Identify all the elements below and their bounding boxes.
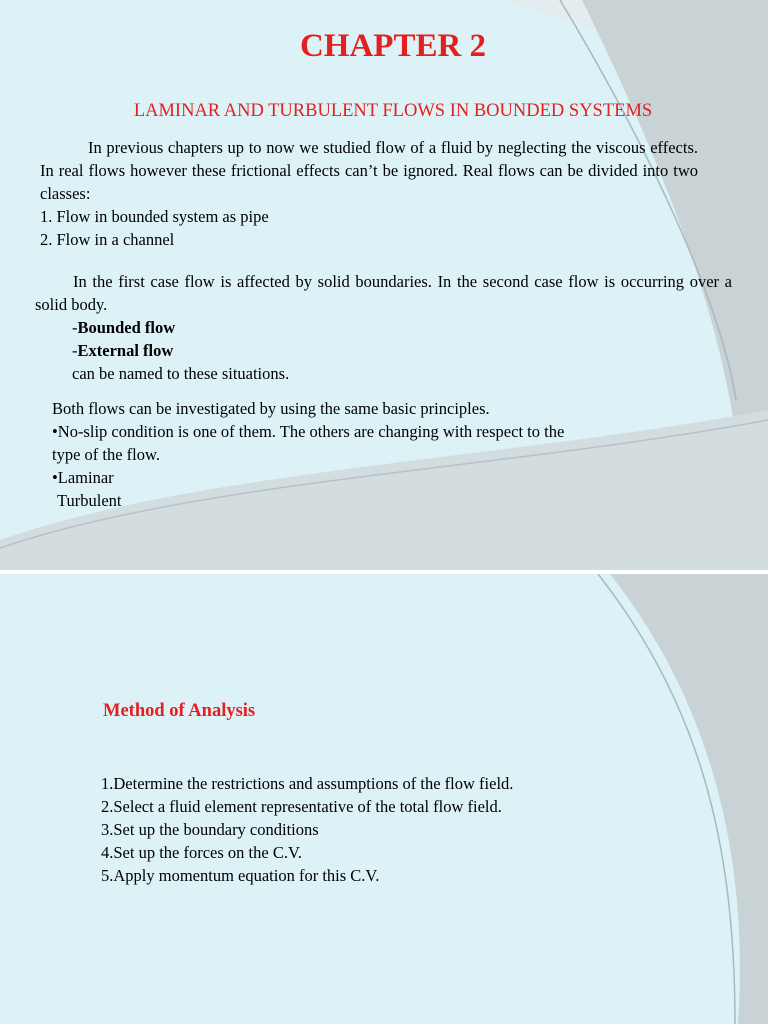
right-gray-shape <box>610 574 768 1024</box>
flow-type-bounded <box>72 316 175 339</box>
laminar-item: •Laminar <box>52 468 114 487</box>
noslip-line-1: •No-slip condition is one of them. The others are changing with respect to the <box>52 422 565 441</box>
method-title: Method of Analysis <box>103 701 256 721</box>
chapter-subtitle: LAMINAR AND TURBULENT FLOWS IN BOUNDED SYSTEMS <box>133 101 653 121</box>
step-1: 1.Determine the restrictions and assumptions of the flow field. <box>101 774 514 793</box>
list-item-2: 2. Flow in a channel <box>40 230 175 249</box>
chapter-title: CHAPTER 2 <box>299 28 487 64</box>
step-2: 2.Select a fluid element representative of the total flow field. <box>101 797 502 816</box>
noslip-line-2: type of the flow. <box>52 445 160 464</box>
flow-type-prefix: - <box>72 341 78 360</box>
step-3: 3.Set up the boundary conditions <box>101 820 319 839</box>
flow-type-external <box>72 339 173 362</box>
step-5: 5.Apply momentum equation for this C.V. <box>101 866 380 885</box>
step-4: 4.Set up the forces on the C.V. <box>101 843 302 862</box>
slide-2 <box>0 574 768 1024</box>
intro-paragraph: In previous chapters up to now we studied flow of a fluid by neglecting the viscous effects. In real flows however these frictional effects can’t be ignored. Real flows can be divided into two classes: <box>40 138 698 203</box>
flow-type-label: Bounded flow <box>77 318 176 337</box>
principles-line: Both flows can be investigated by using the same basic principles. <box>52 399 490 418</box>
flow-type-prefix: - <box>72 318 78 337</box>
flow-type-label: External flow <box>77 341 174 360</box>
named-line: can be named to these situations. <box>72 364 290 383</box>
turbulent-item: Turbulent <box>57 491 122 510</box>
list-item-1: 1. Flow in bounded system as pipe <box>40 207 269 226</box>
boundaries-paragraph: In the first case flow is affected by solid boundaries. In the second case flow is occurring over a solid body. <box>35 272 732 314</box>
